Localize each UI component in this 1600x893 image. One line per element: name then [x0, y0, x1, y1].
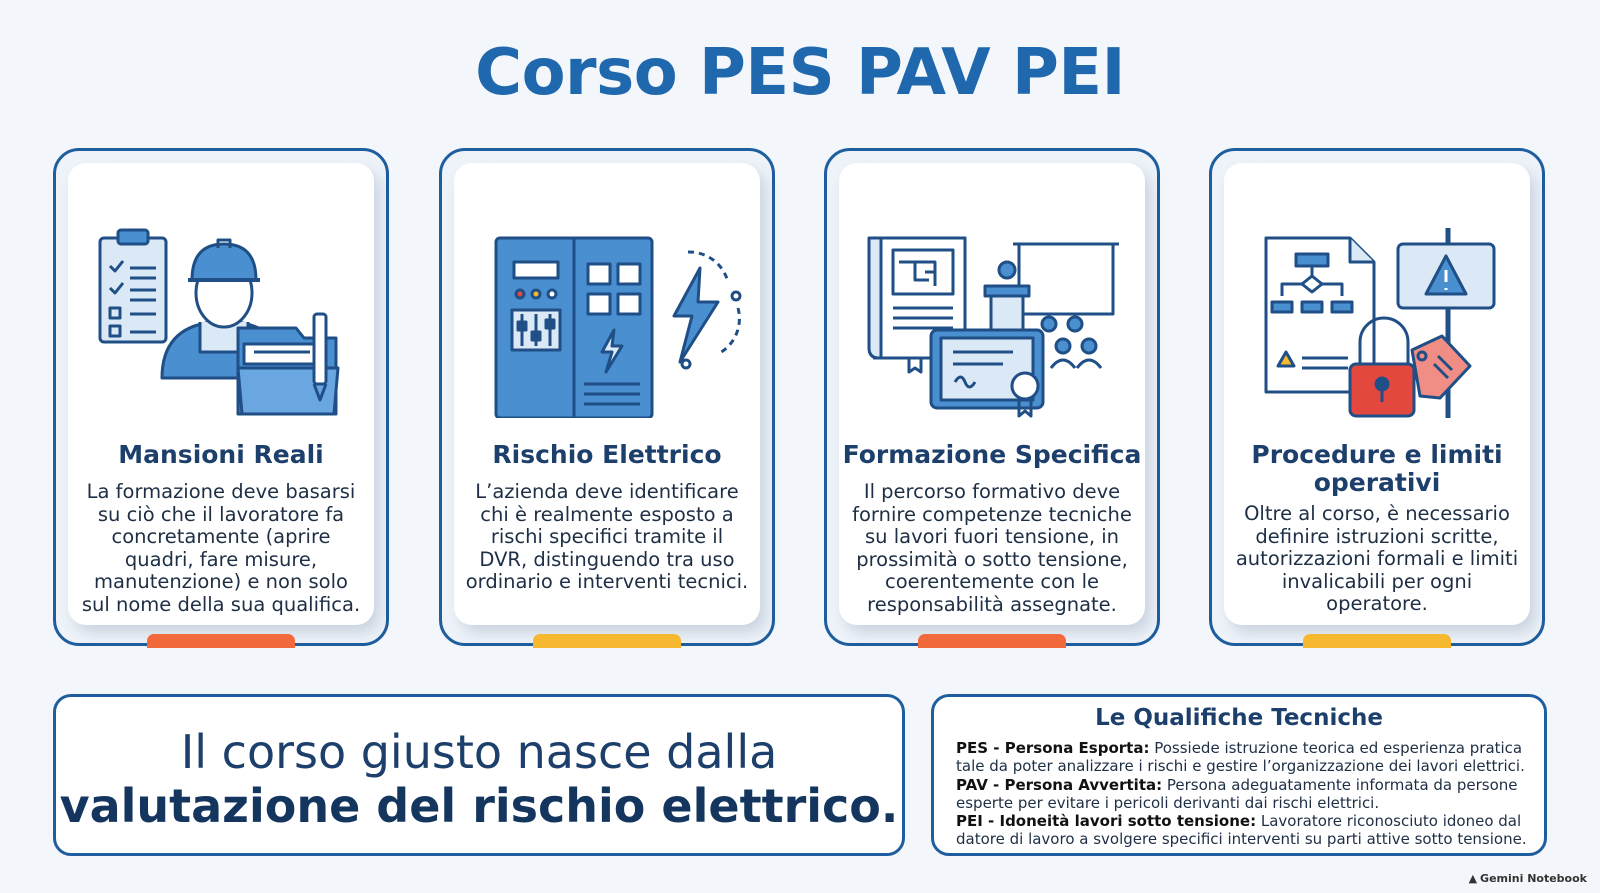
electrical-panel-icon [474, 218, 746, 418]
card-procedure-limiti [1209, 148, 1545, 646]
card-title: Procedure e limiti operativi [1251, 440, 1503, 497]
card-mansioni-reali [53, 148, 389, 646]
qualifica-pav [956, 776, 1530, 813]
card-accent-bar [1303, 634, 1451, 648]
qualifica-term: PEI - Idoneità lavori sotto tensione: [956, 812, 1257, 831]
qualifiche-title: Le Qualifiche Tecniche [1095, 705, 1383, 731]
brand-watermark [1469, 872, 1590, 885]
card-body [839, 163, 1145, 625]
qualifica-term: PES - Persona Esporta: [956, 739, 1150, 757]
qualifica-desc: Lavoratore riconosciuto idoneo dal datore di lavoro a svolgere specifici interventi su parti attive sotto tensione. [956, 812, 1527, 849]
card-accent-bar [147, 634, 295, 648]
banner-line-2: valutazione del rischio elettrico. [59, 779, 899, 833]
qualifiche-box [931, 694, 1547, 856]
qualifica-desc: Persona adeguatamente informata da persone esperte per evitare i pericoli derivanti dai rischi elettrici. [956, 775, 1518, 812]
card-text: Il percorso formativo deve fornire competenze tecniche su lavori fuori tensione, in prossimità o sotto tensione, coerentemente con le responsabilità assegnate. [852, 480, 1132, 616]
qualifica-desc: Possiede istruzione teorica ed esperienza pratica tale da poter analizzare i rischi e gestire l’organizzazione dei lavori elettrici. [956, 739, 1525, 776]
banner-line-1: Il corso giusto nasce dalla [180, 725, 778, 779]
qualifica-pes [956, 739, 1530, 776]
card-body [454, 163, 760, 625]
key-message-banner [53, 694, 905, 856]
qualifica-term: PAV - Persona Avvertita: [956, 775, 1163, 794]
card-rischio-elettrico [439, 148, 775, 646]
card-body [68, 163, 374, 625]
qualifiche-list [956, 739, 1530, 849]
training-icon [859, 218, 1131, 418]
card-accent-bar [533, 634, 681, 648]
worker-icon [88, 218, 360, 418]
card-title: Mansioni Reali [118, 440, 324, 469]
card-body [1224, 163, 1530, 625]
procedure-lock-icon [1244, 218, 1516, 418]
card-title: Formazione Specifica [842, 440, 1142, 469]
page-title: Corso PES PAV PEI [475, 36, 1125, 110]
qualifica-pei [956, 812, 1530, 849]
card-text: La formazione deve basarsi su ciò che il lavoratore fa concretamente (aprire quadri, fare misure, manutenzione) e non solo sul nome della sua qualifica. [81, 480, 361, 616]
gemini-logo-icon: ▲ [1468, 872, 1478, 885]
card-text: Oltre al corso, è necessario definire istruzioni scritte, autorizzazioni formali e limiti invalicabili per ogni operatore. [1235, 502, 1519, 615]
card-accent-bar [918, 634, 1066, 648]
card-text: L’azienda deve identificare chi è realmente esposto a rischi specifici tramite il DVR, distinguendo tra uso ordinario e interventi tecnici. [465, 480, 749, 593]
brand-label: Gemini Notebook [1480, 872, 1587, 885]
card-formazione-specifica [824, 148, 1160, 646]
card-title: Rischio Elettrico [492, 440, 722, 469]
